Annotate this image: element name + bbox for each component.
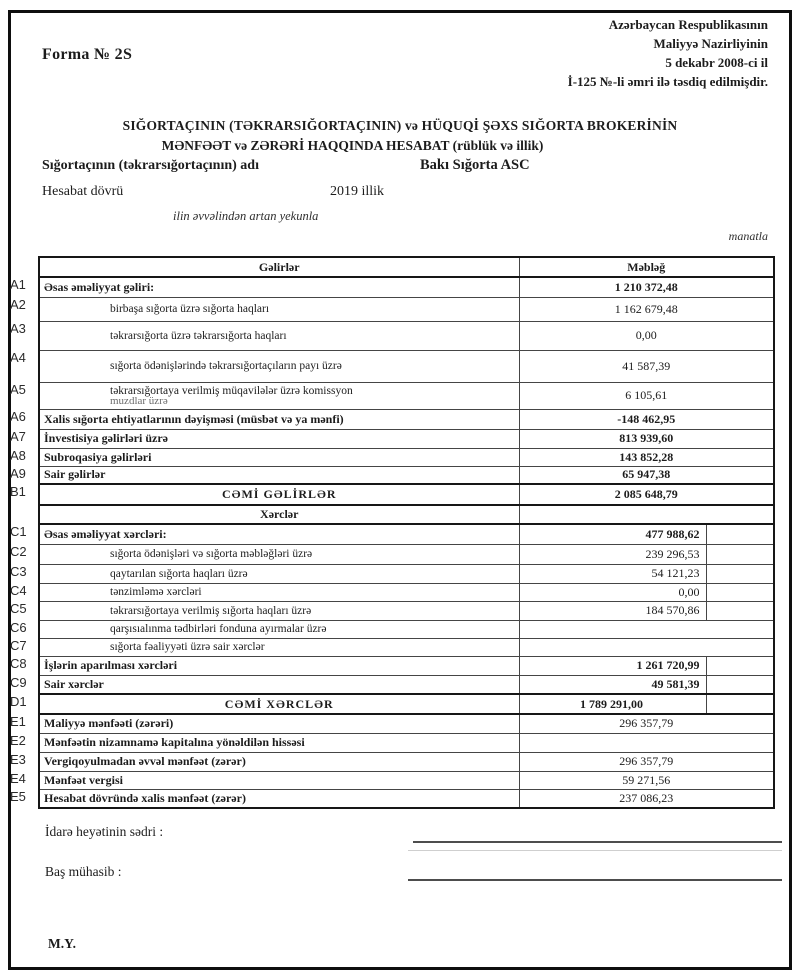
row-tail-cell [706,601,774,620]
table-row-a9 [39,466,774,484]
row-tail-cell [706,564,774,583]
row-tail-cell [706,544,774,564]
table-row-a4 [39,350,774,382]
table-row-e5 [39,789,774,808]
row-tail-cell [706,694,774,714]
row-label: Xərclər [39,505,519,524]
table-row-c6 [39,620,774,638]
row-value: 6 105,61 [519,382,774,409]
row-code-c9: C9 [10,675,27,690]
table-row-d1 [39,694,774,714]
row-code-c1: C1 [10,524,27,539]
row-label: qaytarılan sığorta haqları üzrə [39,564,519,583]
row-code-a5: A5 [10,382,26,397]
row-label: Hesabat dövründə xalis mənfəət (zərər) [39,789,519,808]
row-value: 296 357,79 [519,714,774,733]
row-value [519,620,774,638]
table-row-a3 [39,321,774,350]
table-row-c2 [39,544,774,564]
chairman-signature-label: İdarə heyətinin sədri : [45,824,164,839]
row-value: 477 988,62 [519,524,706,544]
row-label: Mənfəətin nizamnamə kapitalına yönəldilən hissəsi [39,733,519,752]
row-label: Mənfəət vergisi [39,771,519,789]
currency-note: manatla [728,229,768,243]
row-value: 143 852,28 [519,448,774,466]
row-value: 0,00 [519,321,774,350]
row-code-c5: C5 [10,601,27,616]
row-value: 239 296,53 [519,544,706,564]
row-value: 1 789 291,00 [519,694,706,714]
table-header-row [39,257,774,277]
row-value: 59 271,56 [519,771,774,789]
row-label: Vergiqoyulmadan əvvəl mənfəət (zərər) [39,752,519,771]
approval-block [568,15,768,91]
table-row-c7 [39,638,774,656]
report-title-line2: MƏNFƏƏT və ZƏRƏRİ HAQQINDA HESABAT (rüblük və illik) [161,138,544,153]
row-label: qarşısıalınma tədbirləri fonduna ayırmalar üzrə [39,620,519,638]
row-label: təkrarsığortaya verilmiş sığorta haqları üzrə [39,601,519,620]
row-label: Sair xərclər [39,675,519,694]
table-row-a8 [39,448,774,466]
profit-loss-table [38,256,775,809]
approval-line: İ-125 №-li əmri ilə təsdiq edilmişdir. [567,74,768,89]
row-code-c8: C8 [10,656,27,671]
row-value: 1 162 679,48 [519,297,774,321]
table-row-a5 [39,382,774,409]
row-tail-cell [706,675,774,694]
table-row-c9 [39,675,774,694]
row-label: İnvestisiya gəlirləri üzrə [39,429,519,448]
row-code-c4: C4 [10,583,27,598]
row-value: 296 357,79 [519,752,774,771]
row-value: 2 085 648,79 [519,484,774,505]
row-code-e2: E2 [10,733,26,748]
row-value: 49 581,39 [519,675,706,694]
row-code-a3: A3 [10,321,26,336]
row-label: İşlərin aparılması xərcləri [39,656,519,675]
row-value: 0,00 [519,583,706,601]
table-row-c5 [39,601,774,620]
row-value [519,638,774,656]
table-row-e1 [39,714,774,733]
row-value: 237 086,23 [519,789,774,808]
table-row-e3 [39,752,774,771]
row-label: sığorta ödənişlərində təkrarsığortaçıların payı üzrə [39,350,519,382]
table-row-a7 [39,429,774,448]
row-code-a8: A8 [10,448,26,463]
column-header-gelirler: Gəlirlər [39,257,519,277]
row-code-a2: A2 [10,297,26,312]
accountant-signature-label: Baş mühasib : [45,864,122,879]
table-row-c3 [39,564,774,583]
row-label: Maliyyə mənfəəti (zərəri) [39,714,519,733]
table-row-b1 [39,484,774,505]
row-label: təkrarsığortaya verilmiş müqavilələr üzrə komissyon muzdlar üzrə [39,382,519,409]
row-value: 54 121,23 [519,564,706,583]
row-label: sığorta fəaliyyəti üzrə sair xərclər [39,638,519,656]
row-tail-cell [706,524,774,544]
signature-divider-faint [408,850,782,851]
table-row-c4 [39,583,774,601]
row-code-a6: A6 [10,409,26,424]
row-value: 1 261 720,99 [519,656,706,675]
row-label: Əsas əməliyyat gəliri: [39,277,519,297]
accountant-signature-line [408,879,782,881]
table-row-section [39,505,774,524]
row-code-c2: C2 [10,544,27,559]
row-label: Əsas əməliyyat xərcləri: [39,524,519,544]
row-label: Sair gəlirlər [39,466,519,484]
row-label: sığorta ödənişləri və sığorta məbləğləri üzrə [39,544,519,564]
row-code-b1: B1 [10,484,26,499]
row-value [519,733,774,752]
row-value: -148 462,95 [519,409,774,429]
row-code-a1: A1 [10,277,26,292]
table-row-e2 [39,733,774,752]
row-label: təkrarsığorta üzrə təkrarsığorta haqları [39,321,519,350]
row-value: 184 570,86 [519,601,706,620]
row-code-c3: C3 [10,564,27,579]
row-code-a9: A9 [10,466,26,481]
row-code-a4: A4 [10,350,26,365]
row-code-c7: C7 [10,638,27,653]
reporting-period-label: Hesabat dövrü [42,184,124,199]
column-header-mebleg: Məbləğ [519,257,774,277]
row-value: 41 587,39 [519,350,774,382]
row-code-e3: E3 [10,752,26,767]
stamp-label: M.Y. [48,936,77,951]
table-row-a1 [39,277,774,297]
row-value: 813 939,60 [519,429,774,448]
cumulative-note: ilin əvvəlindən artan yekunla [173,209,319,223]
row-tail-cell [706,583,774,601]
table-row-a6 [39,409,774,429]
table-row-c1 [39,524,774,544]
row-label: CƏMİ XƏRCLƏR [39,694,519,714]
table-row-e4 [39,771,774,789]
approval-line: Azərbaycan Respublikasının [608,17,768,32]
row-label-second-line: muzdlar üzrə [110,394,168,407]
insurer-name-value: Bakı Sığorta ASC [420,157,530,173]
approval-line: 5 dekabr 2008-ci il [665,55,768,70]
insurer-name-label: Sığortaçının (təkrarsığortaçının) adı [42,158,259,173]
row-code-e1: E1 [10,714,26,729]
row-label: CƏMİ GƏLİRLƏR [39,484,519,505]
row-value: 65 947,38 [519,466,774,484]
row-code-e4: E4 [10,771,26,786]
row-tail-cell [706,656,774,675]
reporting-period-value: 2019 illik [330,184,385,199]
row-label: birbaşa sığorta üzrə sığorta haqları [39,297,519,321]
table-row-a2 [39,297,774,321]
row-code-c6: C6 [10,620,27,635]
row-code-e5: E5 [10,789,26,804]
row-label: tənzimləmə xərcləri [39,583,519,601]
row-value [519,505,774,524]
chairman-signature-line [413,841,782,843]
row-code-d1: D1 [10,694,27,709]
report-title-line1: SIĞORTAÇININ (TƏKRARSIĞORTAÇININ) və HÜQUQİ ŞƏXS SIĞORTA BROKERİNİN [122,118,678,133]
approval-line: Maliyyə Nazirliyinin [653,36,768,51]
row-label: Xalis sığorta ehtiyatlarının dəyişməsi (müsbət və ya mənfi) [39,409,519,429]
row-value: 1 210 372,48 [519,277,774,297]
table-row-c8 [39,656,774,675]
form-number: Forma № 2S [42,46,133,63]
row-code-a7: A7 [10,429,26,444]
row-label: Subroqasiya gəlirləri [39,448,519,466]
